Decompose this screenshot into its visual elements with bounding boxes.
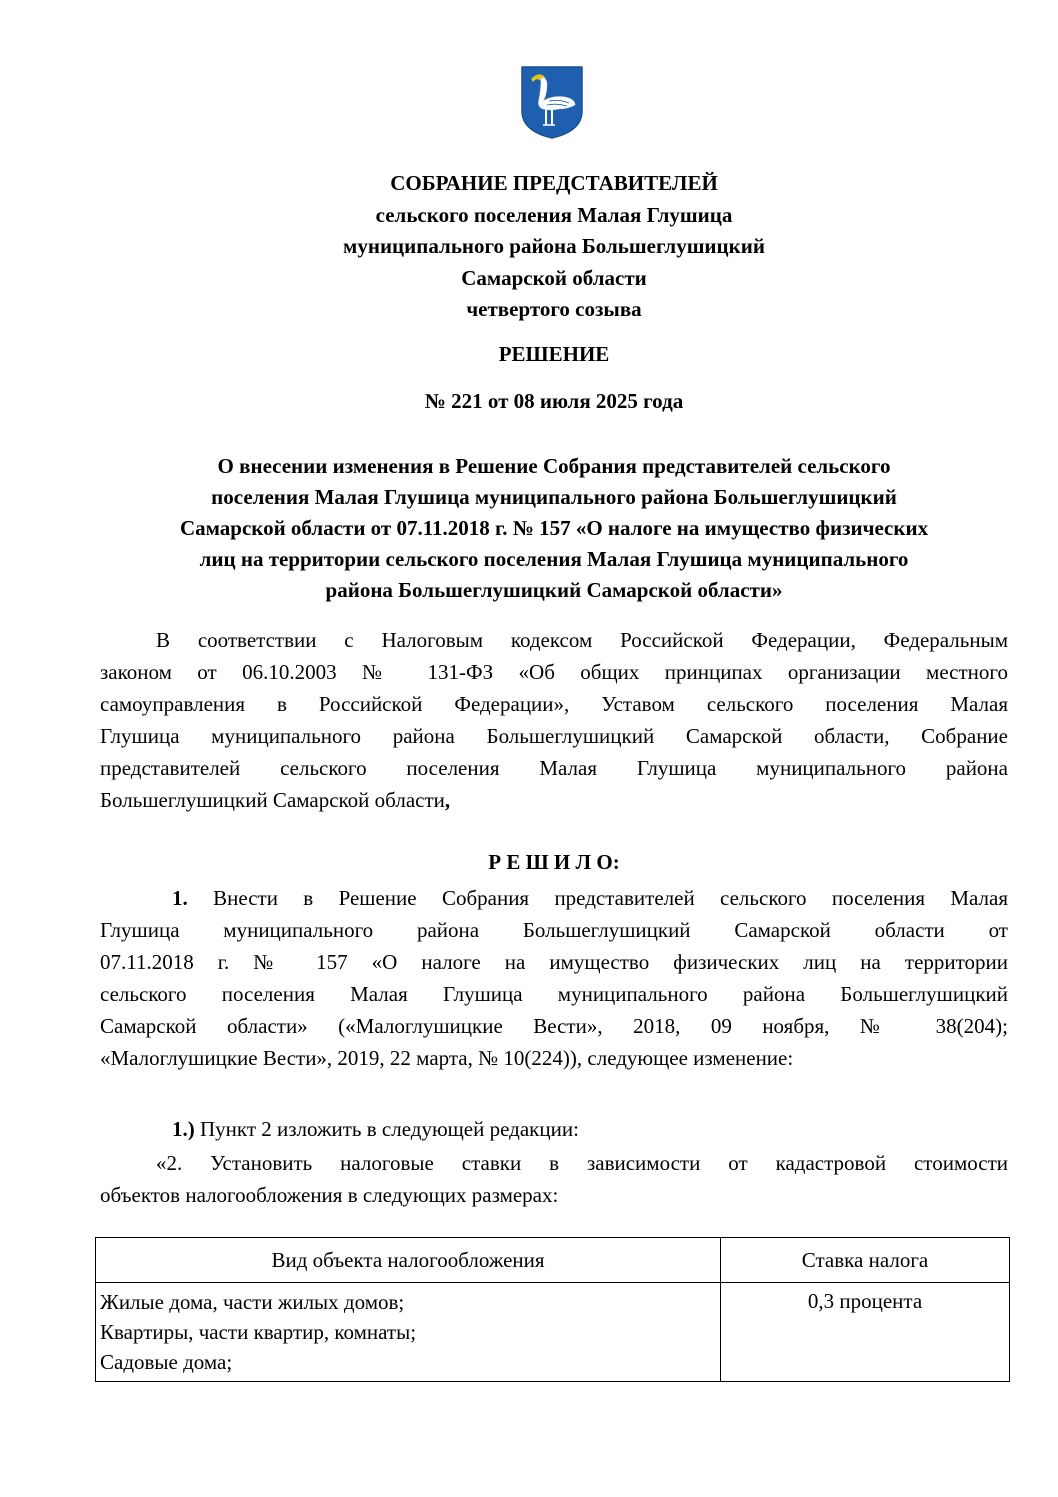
preamble-line: законом от 06.10.2003 № 131-ФЗ «Об общих принципах организации местного <box>100 660 1008 684</box>
item-1-number: 1. <box>172 886 188 910</box>
coat-of-arms-icon <box>519 65 585 140</box>
table-header-row <box>96 1238 1010 1283</box>
title-line: Самарской области от 07.11.2018 г. № 157 «О налоге на имущество физических <box>179 516 929 540</box>
subitem-line <box>100 1113 1008 1145</box>
subitem-paragraph <box>100 1113 1008 1145</box>
header-line: СОБРАНИЕ ПРЕДСТАВИТЕЛЕЙ <box>390 171 718 195</box>
object-type: Жилые дома, части жилых домов; <box>100 1290 405 1314</box>
document-type: РЕШЕНИЕ <box>498 342 610 366</box>
header-line: Самарской области <box>461 265 647 290</box>
item-1-line: Глушица муниципального района Большеглушицкий Самарской области от <box>100 918 1008 942</box>
item-1-line: сельского поселения Малая Глушица муниципального района Большеглушицкий <box>100 982 1008 1006</box>
object-type: Квартиры, части квартир, комнаты; <box>100 1320 417 1344</box>
title-line: О внесении изменения в Решение Собрания представителей сельского <box>217 454 891 478</box>
preamble-line: самоуправления в Российской Федерации», Уставом сельского поселения Малая <box>100 692 1008 716</box>
item-1-paragraph <box>100 882 1008 1074</box>
preamble-paragraph <box>100 624 1008 816</box>
item-1-first-line <box>100 882 1008 914</box>
header-line: четвертого созыва <box>466 297 642 321</box>
preamble-line: представителей сельского поселения Малая Глушица муниципального района <box>100 756 1008 780</box>
clause-2-line: объектов налогообложения в следующих размерах: <box>100 1183 559 1207</box>
subitem-number: 1.) <box>172 1117 195 1141</box>
preamble-line: В соответствии с Налоговым кодексом Российской Федерации, Федеральным <box>156 628 1008 652</box>
tax-rates-table <box>95 1237 1010 1382</box>
item-1-line: «Малоглушицкие Вести», 2019, 22 марта, № 10(224)), следующее изменение: <box>100 1046 794 1070</box>
item-1-line: Внести в Решение Собрания представителей сельского поселения Малая <box>187 886 1008 910</box>
item-1-line: 07.11.2018 г. № 157 «О налоге на имущество физических лиц на территории <box>100 950 1008 974</box>
header-line: сельского поселения Малая Глушица <box>375 202 733 227</box>
decided-heading: Р Е Ш И Л О: <box>488 850 620 874</box>
table-row <box>96 1283 1010 1382</box>
title-line: района Большеглушицкий Самарской области» <box>325 578 783 602</box>
preamble-comma: , <box>444 788 451 812</box>
subitem-text: Пункт 2 изложить в следующей редакции: <box>194 1117 579 1141</box>
preamble-line: Большеглушицкий Самарской области <box>100 788 445 812</box>
preamble-line: Глушица муниципального района Большеглушицкий Самарской области, Собрание <box>100 724 1008 748</box>
clause-2-paragraph <box>100 1147 1008 1211</box>
clause-2-line: «2. Установить налоговые ставки в зависимости от кадастровой стоимости <box>156 1151 1008 1175</box>
table-header-cell: Ставка налога <box>721 1238 1010 1283</box>
table-cell-objects <box>96 1283 721 1382</box>
object-type: Садовые дома; <box>100 1350 233 1374</box>
issuer-header <box>100 168 1008 326</box>
document-number: № 221 от 08 июля 2025 года <box>424 389 684 413</box>
document-title <box>100 451 1008 606</box>
title-line: лиц на территории сельского поселения Малая Глушица муниципального <box>199 547 909 571</box>
preamble-last-line <box>100 784 1008 816</box>
table-cell-rate: 0,3 процента <box>721 1283 1010 1382</box>
header-line: муниципального района Большеглушицкий <box>343 234 765 258</box>
title-line: поселения Малая Глушица муниципального района Большеглушицкий <box>211 485 897 509</box>
table-header-cell: Вид объекта налогообложения <box>96 1238 721 1283</box>
item-1-line: Самарской области» («Малоглушицкие Вести», 2018, 09 ноября, № 38(204); <box>100 1014 1008 1038</box>
